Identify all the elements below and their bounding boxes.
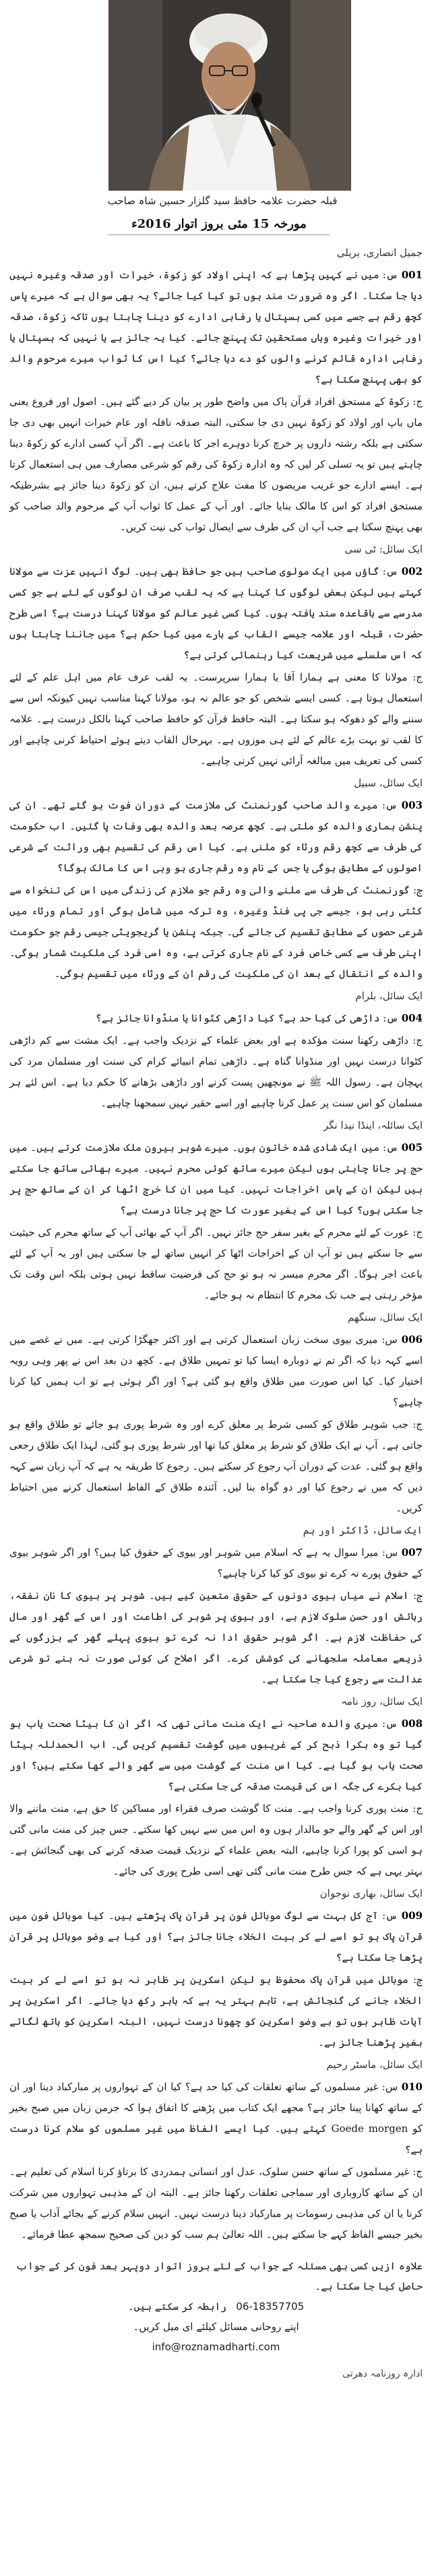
- footer-signoff: ادارہ روزنامہ دھرتی: [342, 2368, 423, 2379]
- question-number: 006: [401, 1333, 423, 1346]
- question-number: 005: [401, 1141, 423, 1154]
- footer-phone[interactable]: 06-18357705: [236, 2300, 305, 2313]
- answer-paragraph: [9, 1798, 423, 1882]
- paragraph-text: س: غیر مسلموں کے ساتھ تعلقات کی کیا حد ہے؟ کیا ان کے تہواروں پر مبارکباد دینا اور ان کے ساتھ کھانا پینا جائز ہے؟ مجھے ایک کتاب میں پڑھنے کا اتفاق ہوا کہ جرمن زبان میں صبح بخیر کو Goede morgen کہتے ہیں۔ کیا ایسے الفاظ میں غیر مسلموں کو سلام کرنا درست ہے؟: [9, 2081, 423, 2156]
- question-number: 007: [401, 1546, 423, 1559]
- question-paragraph: [9, 1329, 423, 1413]
- paragraph-text: س: گاؤں میں ایک مولوی صاحب ہیں جو حافظ بھی ہیں۔ لوگ انہیں عزت سے مولانا کہتے ہیں لیکن بعض لوگوں کا کہنا ہے کہ یہ لقب صرف ان لوگوں کے لئے ہے جو کسی مدرسے سے باقاعدہ سند یافتہ ہوں۔ کیا کسی غیر عالم کو مولانا کہنا درست ہے؟ اسی طرح حضرت، قبلہ اور علامہ جیسے القاب کے بارے میں کیا حکم ہے؟ میں جاننا چاہتا ہوں کہ اس سلسلے میں شریعت کیا رہنمائی کرتی ہے؟: [9, 565, 423, 661]
- paragraph-text: ج: جب شوہر طلاق کو کسی شرط پر معلق کرے اور وہ شرط پوری ہو جائے تو طلاق واقع ہو جاتی ہے۔ آپ نے ایک طلاق کو شرط پر معلق کیا تھا اور شرط پوری ہو گئی، لہذا ایک طلاق رجعی واقع ہو گئی۔ عدت کے دوران آپ رجوع کر سکتے ہیں۔ رجوع کا طریقہ یہ ہے کہ آپ زبان سے کہہ دیں کہ میں نے رجوع کیا اور دو گواہ بنا لیں۔ آئندہ طلاق کے الفاظ استعمال کرنے میں احتیاط کریں۔: [9, 1418, 423, 1514]
- questioner-name-text: ایک سائل، بلرام: [355, 990, 423, 1002]
- question-number: 009: [401, 1910, 423, 1922]
- paragraph-text: س: میری بیوی سخت زبان استعمال کرتی ہے اور اکثر جھگڑا کرتی ہے۔ میں نے غصے میں اسے کہہ دیا کہ اگر تم نے دوبارہ ایسا کیا تو تمہیں طلاق ہے۔ کچھ دن بعد اس نے پھر وہی رویہ اختیار کیا۔ کیا اس صورت میں طلاق واقع ہو گئی ہے؟ اور اگر ہوئی ہے تو اب ہمیں کیا کرنا چاہیے؟: [9, 1333, 423, 1408]
- paragraph-text: س: میں ایک شادی شدہ خاتون ہوں۔ میرے شوہر بیرون ملک ملازمت کرتے ہیں۔ میں حج پر جانا چاہتی ہوں لیکن میرے ساتھ کوئی محرم نہیں۔ میرے بھائی ساتھ جا سکتے ہیں لیکن ان کے پاس اخراجات نہیں۔ کیا میں ان کا خرچ اٹھا کر ان کے ساتھ حج پر جا سکتی ہوں؟ کیا اس کے بغیر عورت کا حج پر جانا درست ہے؟: [9, 1141, 423, 1216]
- paragraph-text: ج: مولانا کا معنی ہے ہمارا آقا یا ہمارا سرپرست۔ یہ لقب عرف عام میں اہل علم کے لئے استعمال ہوتا ہے۔ کسی ایسے شخص کو جو عالم نہ ہو، مولانا کہنا مناسب نہیں کیونکہ اس سے سننے والے کو دھوکہ ہو سکتا ہے۔ البتہ حافظ قرآن کو حافظ صاحب کہنا بالکل درست ہے۔ علامہ کا لقب تو بہت بڑے عالم کے لئے ہی موزوں ہے۔ بہرحال القاب دیتے ہوئے احتیاط کرنی چاہیے اور کسی کی تعریف میں مبالغہ آرائی نہیں کرنی چاہیے۔: [9, 671, 423, 767]
- footer-note: علاوہ ازیں کسی بھی مسئلہ کے جواب کے لئے بروز اتوار دوپہر بعد فون کر کے جواب حاصل کیا جا سکتا ہے۔: [16, 2260, 423, 2292]
- paragraph-text: ج: داڑھی رکھنا سنت مؤکدہ ہے اور بعض علماء کے نزدیک واجب ہے۔ ایک مشت سے کم داڑھی کٹوانا درست نہیں اور منڈوانا گناہ ہے۔ داڑھی تمام انبیائے کرام کی سنت اور مسلمان مرد کی پہچان ہے۔ رسول اللہ ﷺ نے مونچھیں پست کرنے اور داڑھی بڑھانے کا حکم دیا ہے۔ اس لئے ہر مسلمان کو اس سنت پر عمل کرنا چاہیے اور اسے حقیر نہیں سمجھنا چاہیے۔: [9, 1034, 423, 1109]
- answer-paragraph: [9, 667, 423, 772]
- questioner-name-text: ایک سائلہ، اینڈا نیدا نگر: [323, 1119, 423, 1131]
- questioner-name: [9, 1883, 423, 1904]
- answer-paragraph: [9, 1222, 423, 1306]
- paragraph-text: ج: عورت کے لئے محرم کے بغیر سفر حج جائز نہیں۔ اگر آپ کے بھائی آپ کے ساتھ محرم کی حیثیت سے جا سکتے ہیں تو آپ ان کے اخراجات اٹھا کر انہیں ساتھ لے جا سکتی ہیں اور یہ آپ کے لئے باعث اجر ہوگا۔ اگر محرم میسر نہ ہو تو حج کی فرضیت ساقط نہیں ہوتی بلکہ اس وقت تک مؤخر رہتی ہے جب تک محرم کا انتظام نہ ہو جائے۔: [9, 1226, 423, 1301]
- questioner-name: [9, 1307, 423, 1328]
- footer-email-note: اپنے روحانی مسائل کیلئے ای میل کریں۔: [133, 2321, 299, 2333]
- question-number: 010: [401, 2081, 423, 2093]
- questioner-name: [9, 243, 423, 263]
- answer-paragraph: [9, 2162, 423, 2245]
- questioner-name: [9, 2054, 423, 2075]
- questioner-name: [9, 773, 423, 794]
- paragraph-text: ج: اسلام نے میاں بیوی دونوں کے حقوق متعین کیے ہیں۔ شوہر پر بیوی کا نان نفقہ، رہائش اور حسن سلوک لازم ہے، اور بیوی پر شوہر کی اطاعت اور اس کے گھر اور مال کی حفاظت لازم ہے۔ اگر شوہر حقوق ادا نہ کرے تو بیوی پہلے گھر کے بزرگوں کے ذریعے معاملہ سلجھانے کی کوشش کرے۔ اگر اصلاح کی کوئی صورت نہ بنے تو شرعی عدالت سے رجوع کیا جا سکتا ہے۔: [9, 1590, 423, 1685]
- paragraph-text: ج: منت پوری کرنا واجب ہے۔ منت کا گوشت صرف فقراء اور مساکین کا حق ہے، منت ماننے والا اور اس کے گھر والے جو مالدار ہوں وہ اس میں سے نہیں کھا سکتے۔ جس چیز کی منت مانی گئی ہو اسی کو پورا کرنا چاہیے، البتہ بعض علماء کے نزدیک قیمت صدقہ کرنے کی بھی گنجائش ہے۔ بہتر یہی ہے کہ جس طرح منت مانی گئی تھی اسی طرح پوری کی جائے۔: [9, 1802, 423, 1877]
- paragraph-text: ج: زکوۃ کے مستحق افراد قرآن پاک میں واضح طور پر بیان کر دیے گئے ہیں۔ اصول اور فروع یعنی ماں باپ اور اولاد کو زکوۃ نہیں دی جا سکتی، البتہ صدقہ نافلہ اور عام خیرات انہیں بھی دی جا سکتی ہے بلکہ رشتہ داروں پر خرچ کرنا دوہرے اجر کا باعث ہے۔ اگر آپ کسی ادارے کو زکوۃ دینا چاہتے ہیں تو یہ تسلی کر لیں کہ وہ ادارہ زکوۃ کی رقم کو شرعی مصارف میں ہی استعمال کرتا ہے۔ ایسے ادارے جو غریب مریضوں کا مفت علاج کرتے ہیں، ان کو زکوۃ دینا جائز ہے بشرطیکہ مستحق افراد کو اس کا مالک بنایا جائے۔ اور آپ کے عمل کا ثواب آپ کے مرحوم والد صاحب کو بھی پہنچ سکتا ہے جب آپ ان کی طرف سے ایصال ثواب کی نیت کریں۔: [9, 396, 423, 533]
- questioner-name-text: ایک سائل: ٹی سی: [344, 543, 423, 555]
- question-paragraph: [9, 2077, 423, 2160]
- questioner-name-text: ایک سائل، سنگھم: [347, 1311, 423, 1323]
- question-number: 003: [401, 799, 423, 811]
- question-paragraph: [9, 561, 423, 666]
- questioner-name: [9, 986, 423, 1007]
- question-paragraph: [9, 1906, 423, 1968]
- paragraph-text: س: آج کل بہت سے لوگ موبائل فون پر قرآن پاک پڑھتے ہیں۔ کیا موبائل فون میں قرآن پاک ہو تو اسے لے کر بیت الخلاء جانا جائز ہے؟ اور کیا بے وضو موبائل پر قرآن پڑھا جا سکتا ہے؟: [9, 1910, 423, 1964]
- article-date: مورخہ 15 مئی بروز اتوار 2016ء: [108, 214, 330, 235]
- question-paragraph: [9, 1714, 423, 1797]
- questioner-name: [9, 539, 423, 560]
- questioner-name: [9, 1691, 423, 1712]
- answer-paragraph: [9, 880, 423, 984]
- answer-paragraph: [9, 391, 423, 538]
- qa-article-body: [9, 243, 423, 2247]
- article-footer: [9, 2256, 423, 2379]
- paragraph-text: س: میرا سوال یہ ہے کہ اسلام میں شوہر اور بیوی کے حقوق کیا ہیں؟ اور اگر شوہر بیوی کے حقوق پورے نہ کرے تو بیوی کو کیا کرنا چاہیے؟: [9, 1546, 423, 1579]
- questioner-name-text: جمیل انصاری، بریلی: [336, 247, 423, 259]
- paragraph-text: س: داڑھی کی کیا حد ہے؟ کیا داڑھی کٹوانا یا منڈوانا جائز ہے؟: [95, 1012, 398, 1024]
- paragraph-text: س: میری والدہ صاحبہ نے ایک منت مانی تھی کہ اگر ان کا بیٹا صحت یاب ہو گیا تو وہ بکرا ذبح کر کے غریبوں میں گوشت تقسیم کریں گی۔ اب الحمدللہ بیٹا صحت یاب ہو گیا ہے۔ کیا اس منت کے گوشت میں سے گھر والے کھا سکتے ہیں؟ اور کیا بکرے کی جگہ اس کی قیمت صدقہ کی جا سکتی ہے؟: [9, 1718, 423, 1792]
- paragraph-text: ج: غیر مسلموں کے ساتھ حسن سلوک، عدل اور انسانی ہمدردی کا برتاؤ کرنا اسلام کی تعلیم ہے۔ ان کے ساتھ کاروباری اور سماجی تعلقات رکھنا جائز ہے۔ البتہ ان کے مذہبی تہواروں میں شرکت کرنا یا ان کی مذہبی رسومات پر مبارکباد دینا درست نہیں۔ انہیں سلام کرنے کے بجائے آداب یا صبح بخیر جیسے الفاظ کہے جا سکتے ہیں۔ اللہ تعالیٰ ہم سب کو دین کی صحیح سمجھ عطا فرمائے۔: [9, 2166, 423, 2240]
- question-number: 008: [401, 1718, 423, 1730]
- question-paragraph: [9, 265, 423, 390]
- scholar-portrait-illustration: [109, 0, 351, 191]
- questioner-name: [9, 1520, 423, 1541]
- questioner-name-text: ایک سائل، سبیل: [354, 777, 423, 789]
- paragraph-text: س: میں نے کہیں پڑھا ہے کہ اپنی اولاد کو زکوۃ، خیرات اور صدقہ وغیرہ نہیں دیا جا سکتا۔ اگر وہ ضرورت مند ہوں تو کیا کیا جائے؟ یہ بھی سوال ہے کہ میرے پاس کچھ رقم ہے جسے میں کسی ہسپتال یا رفاہی ادارے کو دینا چاہتا ہوں تاکہ زکوۃ، صدقہ اور خیرات وغیرہ وہاں مستحقین تک پہنچ جائے۔ کیا یہ جائز ہے یا نہیں کہ ہسپتال یا رفاہی ادارہ قائم کرنے والوں کو دے دیا جائے؟ کیا اس کا ثواب میرے مرحوم والد کو بھی پہنچ سکتا ہے؟: [9, 269, 423, 385]
- questioner-name-text: ایک سائل، روز نامہ: [341, 1695, 423, 1707]
- question-paragraph: [9, 795, 423, 879]
- paragraph-text: ج: گورنمنٹ کی طرف سے ملنے والی وہ رقم جو ملازم کی زندگی میں اس کی تنخواہ سے کٹتی رہی ہو، جیسے جی پی فنڈ وغیرہ، وہ ترکہ میں شامل ہوگی اور تمام ورثاء میں شرعی حصوں کے مطابق تقسیم کی جائے گی۔ جبکہ پنشن یا گریجویٹی جیسی رقم جو حکومت اپنی طرف سے کسی خاص فرد کے نام جاری کرتی ہے، وہ اسی فرد کی ملکیت شمار ہوگی۔ والدہ کے انتقال کے بعد ان کی ملکیت کی رقم ان کے ورثاء میں تقسیم ہوگی۔: [9, 884, 423, 980]
- footer-contact-line: [9, 2296, 423, 2317]
- footer-email[interactable]: info@roznamadharti.com: [152, 2341, 280, 2353]
- answer-paragraph: [9, 1414, 423, 1519]
- paragraph-text: س: میرے والد صاحب گورنمنٹ کی ملازمت کے دوران فوت ہو گئے تھے۔ ان کی پنشن ہماری والدہ کو ملتی ہے۔ کچھ عرصہ بعد والدہ بھی وفات پا گئیں۔ اب حکومت کی طرف سے کچھ رقم ورثاء کو ملنی ہے۔ کیا اس رقم کی تقسیم بھی وراثت کے شرعی اصولوں کے مطابق ہوگی یا جس کے نام وہ رقم جاری ہو وہی اس کا مالک ہوگا؟: [9, 799, 423, 874]
- questioner-name: [9, 1115, 423, 1136]
- question-paragraph: [9, 1008, 423, 1029]
- question-number: 002: [401, 565, 423, 577]
- questioner-name-text: ایک سائل، ماسٹر رحیم: [326, 2059, 423, 2071]
- answer-paragraph: [9, 1970, 423, 2053]
- question-paragraph: [9, 1542, 423, 1584]
- scholar-photo: [109, 0, 351, 191]
- answer-paragraph: [9, 1030, 423, 1114]
- question-paragraph: [9, 1137, 423, 1221]
- question-number: 004: [401, 1012, 423, 1024]
- questioner-name-text: ایک سائل، بھاری نوجوان: [319, 1887, 423, 1899]
- answer-paragraph: [9, 1585, 423, 1690]
- paragraph-text: ج: موبائل میں قرآن پاک محفوظ ہو لیکن اسکرین پر ظاہر نہ ہو تو اسے لے کر بیت الخلاء جانے کی گنجائش ہے، تاہم بہتر یہ ہے کہ باہر رکھ دیا جائے۔ اگر اسکرین پر آیات ظاہر ہوں تو بے وضو اسکرین کو چھونا درست نہیں، البتہ اسکرین کو ہاتھ لگائے بغیر پڑھنا جائز ہے۔: [9, 1974, 423, 2048]
- questioner-name-text: ایک سائل، ڈاکٹر اور ہم: [303, 1524, 423, 1536]
- photo-caption: قبلہ حضرت علامہ حافظ سید گلزار حسین شاہ صاحب: [107, 195, 338, 207]
- footer-contact-label: رابطہ کر سکتے ہیں۔: [127, 2300, 226, 2313]
- question-number: 001: [401, 269, 423, 281]
